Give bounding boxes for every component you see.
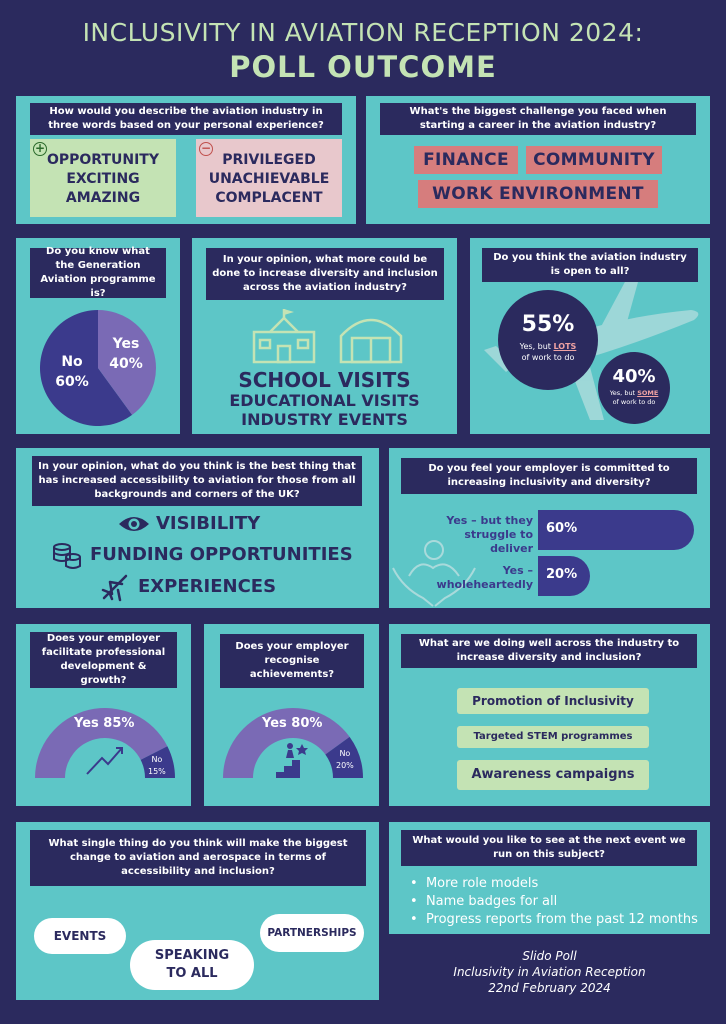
footer-line: 22nd February 2024 [488,981,611,995]
q8-no-label [148,754,166,778]
q2-question: What's the biggest challenge you faced when starting a career in the aviation industry? [380,103,696,135]
bar-value: 20% [546,567,578,582]
value-40: 40% [612,366,656,387]
q4-answer-3: INDUSTRY EVENTS [241,410,408,429]
plane-icon [100,572,130,602]
tag-community: COMMUNITY [526,146,662,174]
no-label: No [151,755,163,764]
q3-yes-label [106,334,146,374]
q6-question: In your opinion, what do you think is the best thing that has increased accessibility to aviation for those from all backgrounds and corners of the UK? [32,456,362,506]
q10-answer-2: Targeted STEM programmes [457,726,649,748]
q10-answer-1: Promotion of Inclusivity [457,688,649,714]
q2-panel [366,96,710,224]
hangar-icon [338,310,404,364]
q5-question: Do you think the aviation industry is open to all? [482,248,698,282]
minus-icon: − [200,141,212,155]
q9-panel [204,624,379,806]
q1-question: How would you describe the aviation industry in three words based on your personal experience? [30,103,342,135]
q9-no-label [336,748,354,772]
no-value: 15% [148,767,166,776]
text-prefix: Yes, but [519,342,554,351]
page-subtitle: POLL OUTCOME [229,50,497,84]
q5-bubble-40 [598,352,670,424]
q1-negative-box [196,139,342,217]
footer-line: Inclusivity in Aviation Reception [453,965,646,979]
q6-answer-2: FUNDING OPPORTUNITIES [90,544,353,565]
q6-answer-1: VISIBILITY [156,513,261,534]
q12-bullet-2: • Name badges for all [410,894,558,909]
footer-line: Slido Poll [522,949,577,963]
q7-question: Do you feel your employer is committed to increasing inclusivity and diversity? [401,458,697,494]
q10-panel [389,624,710,806]
word: UNACHIEVABLE [208,171,330,187]
text-suffix: of work to do [521,353,575,362]
q4-answer-2: EDUCATIONAL VISITS [229,391,420,410]
cloud-partnerships [260,914,364,952]
q12-bullet-1: • More role models [410,876,539,891]
q7-panel [389,448,710,608]
cloud-events [34,918,126,954]
word: OPPORTUNITY [46,152,159,168]
q9-question: Does your employer recognise achievements? [220,634,364,688]
q6-panel [16,448,379,608]
yes-value: 40% [109,356,143,372]
text-emphasis: SOME [637,389,659,397]
q1-positive-words [30,139,176,208]
q10-answer-3: Awareness campaigns [457,760,649,790]
q11-question: What single thing do you think will make the biggest change to aviation and aerospace in terms of accessibility and inclusion? [30,830,366,886]
no-label: No [61,354,83,370]
q4-panel [192,238,457,434]
q7-bar-label-1: Yes – but they struggle to deliver [446,514,533,555]
no-value: 60% [55,374,89,390]
growth-arrow-icon [87,748,122,774]
word: PRIVILEGED [222,152,316,168]
school-icon [250,308,318,364]
q4-answer-1: SCHOOL VISITS [238,368,411,392]
cloud-speaking-to-all [130,940,254,990]
q3-no-label [52,352,92,392]
cloud-text: SPEAKING [154,948,230,963]
q3-panel [16,238,180,434]
q8-question: Does your employer facilitate professional development & growth? [30,632,177,688]
q8-panel [16,624,191,806]
q11-panel [16,822,379,1000]
q5-bubble-55 [498,290,598,390]
bullet-text: Name badges for all [425,894,558,909]
bullet-text: Progress reports from the past 12 months [425,912,698,927]
q5-panel [470,238,710,434]
q8-yes-label: Yes 85% [74,716,135,731]
word: EXCITING [66,171,140,187]
q4-question: In your opinion, what more could be done to increase diversity and inclusion across the aviation industry? [206,248,444,300]
cloud-text: EVENTS [53,929,107,943]
text-prefix: Yes, but [609,389,638,397]
eye-icon [118,514,150,534]
q10-question: What are we doing well across the industry to increase diversity and inclusion? [401,634,697,668]
bubble-text [598,389,670,407]
tag-work-environment: WORK ENVIRONMENT [418,180,658,208]
q1-positive-box [30,139,176,217]
q1-negative-words [196,139,342,208]
bullet-text: More role models [425,876,539,891]
q7-bar-2 [538,556,590,596]
plus-icon: + [34,141,46,155]
q7-bar-label-2: Yes – wholeheartedly [436,564,533,591]
no-label: No [339,749,351,758]
coins-icon [52,542,82,570]
tag-finance: FINANCE [414,146,518,174]
text-emphasis: LOTS [553,342,577,351]
yes-label: Yes [112,336,140,352]
bubble-text [498,341,598,363]
q6-answer-3: EXPERIENCES [138,576,277,597]
cloud-text: PARTNERSHIPS [267,927,357,939]
page-title: INCLUSIVITY IN AVIATION RECEPTION 2024: [82,18,644,47]
value-55: 55% [521,312,575,337]
no-value: 20% [336,761,354,770]
q12-bullet-3: • Progress reports from the past 12 months [410,912,698,927]
q9-yes-label: Yes 80% [262,716,323,731]
footer [389,948,710,996]
q12-question: What would you like to see at the next event we run on this subject? [401,830,697,866]
q7-bar-1 [538,510,694,550]
q1-panel [16,96,356,224]
cloud-text: TO ALL [166,966,218,981]
text-suffix: of work to do [612,398,656,406]
word: COMPLACENT [215,190,323,206]
stairs-person-icon [276,743,308,778]
bar-value: 60% [546,521,578,536]
q3-question: Do you know what the Generation Aviation programme is? [30,248,166,298]
word: AMAZING [65,190,141,206]
